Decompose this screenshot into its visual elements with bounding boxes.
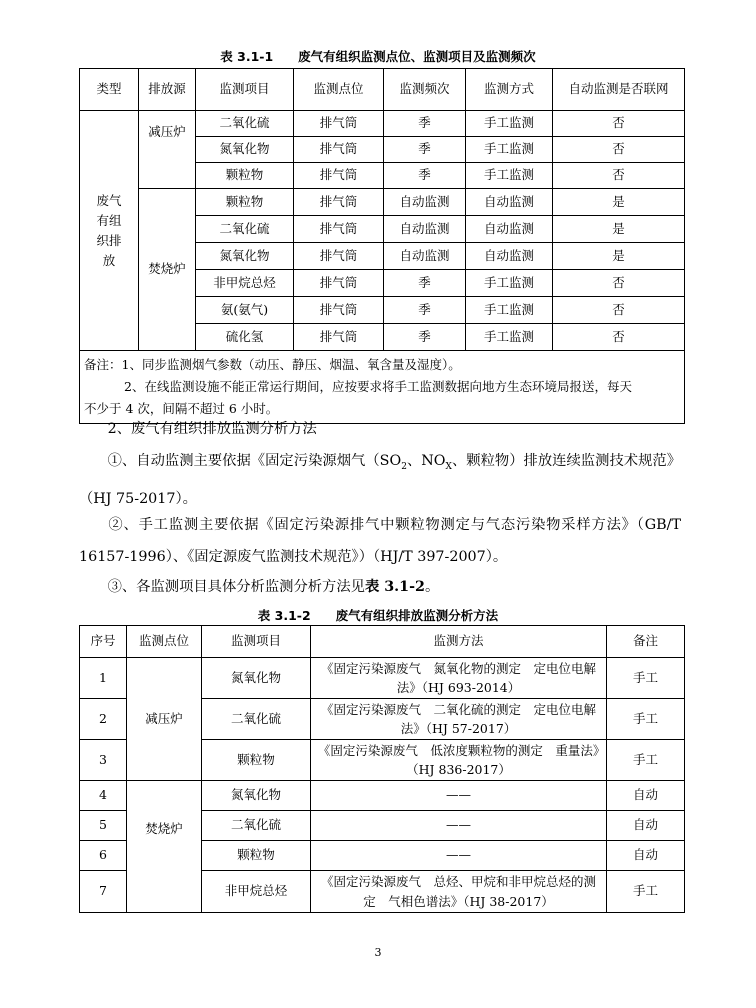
table-row — [80, 658, 685, 699]
table-cell: 是 — [553, 216, 685, 243]
table-cell: 季 — [384, 111, 466, 137]
table-cell: 二氧化硫 — [196, 216, 294, 243]
method-cell: —— — [311, 781, 607, 811]
note-cell: 自动 — [607, 841, 685, 871]
note-cell: 自动 — [607, 781, 685, 811]
table1-header: 排放源 — [139, 69, 196, 111]
table-cell: 手工监测 — [466, 324, 553, 351]
table-cell: 自动监测 — [466, 189, 553, 216]
paragraph-text: 、NO — [406, 453, 446, 469]
table1-header: 监测频次 — [384, 69, 466, 111]
type-cell: 废气有组织排放 — [80, 111, 139, 351]
table-cell: 手工监测 — [466, 137, 553, 163]
table-cell: 季 — [384, 270, 466, 297]
item-cell: 氮氧化物 — [202, 658, 311, 699]
note-cell: 手工 — [607, 658, 685, 699]
subscript: X — [445, 461, 452, 472]
table-cell: 是 — [553, 189, 685, 216]
paragraph-auto-monitoring — [79, 445, 681, 515]
method-cell: —— — [311, 811, 607, 841]
note-cell: 自动 — [607, 811, 685, 841]
table-cell: 排气筒 — [294, 324, 384, 351]
table2-caption: 表 3.1-2 废气有组织排放监测分析方法 — [257, 608, 499, 623]
note-line-1: 备注：1、同步监测烟气参数（动压、静压、烟温、氧含量及湿度）。 — [84, 357, 461, 372]
point-cell: 焚烧炉 — [127, 781, 202, 913]
table-cell: 否 — [553, 270, 685, 297]
method-cell: —— — [311, 841, 607, 871]
table-cell: 排气筒 — [294, 243, 384, 270]
table-cell: 自动监测 — [466, 216, 553, 243]
method-cell: 《固定污染源废气 低浓度颗粒物的测定 重量法》（HJ 836-2017） — [311, 740, 607, 781]
table-cell: 颗粒物 — [196, 163, 294, 189]
table-cell: 季 — [384, 163, 466, 189]
table-cell: 自动监测 — [384, 243, 466, 270]
paragraph-methods-ref — [79, 571, 681, 603]
table-cell: 否 — [553, 297, 685, 324]
table1-header: 监测点位 — [294, 69, 384, 111]
monitoring-points-table — [79, 68, 685, 424]
row-number: 5 — [80, 811, 127, 841]
table1-header: 监测方式 — [466, 69, 553, 111]
point-cell: 减压炉 — [127, 658, 202, 781]
table-cell: 自动监测 — [384, 216, 466, 243]
table-cell: 季 — [384, 297, 466, 324]
note-cell: 手工 — [607, 871, 685, 913]
table-row — [80, 111, 685, 137]
table-cell: 手工监测 — [466, 163, 553, 189]
table-cell: 否 — [553, 324, 685, 351]
table-cell: 排气筒 — [294, 137, 384, 163]
table-cell: 氮氧化物 — [196, 243, 294, 270]
table-cell: 排气筒 — [294, 297, 384, 324]
method-cell: 《固定污染源废气 氮氧化物的测定 定电位电解法》（HJ 693-2014） — [311, 658, 607, 699]
item-cell: 氮氧化物 — [202, 781, 311, 811]
table2-header: 监测点位 — [127, 626, 202, 658]
row-number: 6 — [80, 841, 127, 871]
table2-header: 监测方法 — [311, 626, 607, 658]
table1-header: 类型 — [80, 69, 139, 111]
table-cell: 手工监测 — [466, 297, 553, 324]
table-cell: 手工监测 — [466, 111, 553, 137]
paragraph-text: ②、手工监测主要依据《固定污染源排气中颗粒物测定与气态污染物采样方法》（GB/T 16157-1996）、《固定源废气监测技术规范》）（HJ/T 397-2007）。 — [79, 517, 681, 565]
source-cell: 焚烧炉 — [139, 189, 196, 351]
table-cell: 氮氧化物 — [196, 137, 294, 163]
table-cell: 季 — [384, 137, 466, 163]
table-cell: 季 — [384, 324, 466, 351]
table-row — [80, 189, 685, 216]
table1-caption: 表 3.1-1 废气有组织监测点位、监测项目及监测频次 — [220, 49, 536, 64]
subscript: 2 — [401, 461, 407, 472]
item-cell: 非甲烷总烃 — [202, 871, 311, 913]
item-cell: 二氧化硫 — [202, 699, 311, 740]
note-line-3: 不少于 4 次，间隔不超过 6 小时。 — [84, 400, 279, 416]
table-cell: 排气筒 — [294, 189, 384, 216]
table-cell: 氨(氨气) — [196, 297, 294, 324]
row-number: 7 — [80, 871, 127, 913]
note-cell: 手工 — [607, 699, 685, 740]
row-number: 1 — [80, 658, 127, 699]
note-line-2: 2、在线监测设施不能正常运行期间，应按要求将手工监测数据向地方生态环境局报送，每天 — [124, 378, 632, 394]
paragraph-text: 。 — [424, 579, 440, 595]
table-cell: 自动监测 — [384, 189, 466, 216]
paragraph-manual-monitoring — [79, 509, 681, 573]
method-cell: 《固定污染源废气 总烃、甲烷和非甲烷总烃的测定 气相色谱法》（HJ 38-2017） — [311, 871, 607, 913]
table-cell: 是 — [553, 243, 685, 270]
note-cell: 手工 — [607, 740, 685, 781]
table-cell: 硫化氢 — [196, 324, 294, 351]
section-heading — [79, 413, 681, 445]
source-cell: 减压炉 — [139, 111, 196, 189]
table1-header: 自动监测是否联网 — [553, 69, 685, 111]
table-cell: 颗粒物 — [196, 189, 294, 216]
paragraph-text: 、颗粒物）排放连续监测技术规范》（HJ 75-2017）。 — [79, 453, 682, 507]
table-cell: 手工监测 — [466, 270, 553, 297]
table-cell: 二氧化硫 — [196, 111, 294, 137]
table2-header: 序号 — [80, 626, 127, 658]
method-cell: 《固定污染源废气 二氧化硫的测定 定电位电解法》（HJ 57-2017） — [311, 699, 607, 740]
table-cell: 否 — [553, 163, 685, 189]
section-heading-text: 2、废气有组织排放监测分析方法 — [107, 421, 317, 437]
paragraph-text: ①、自动监测主要依据《固定污染源烟气（SO — [107, 453, 402, 469]
table-cell: 排气筒 — [294, 216, 384, 243]
item-cell: 颗粒物 — [202, 841, 311, 871]
row-number: 4 — [80, 781, 127, 811]
table-row — [80, 781, 685, 811]
table-cell: 否 — [553, 111, 685, 137]
table2-header-row — [80, 626, 685, 658]
table-cell: 否 — [553, 137, 685, 163]
table-cell: 非甲烷总烃 — [196, 270, 294, 297]
table2-header: 监测项目 — [202, 626, 311, 658]
table1-header: 监测项目 — [196, 69, 294, 111]
page-number: 3 — [374, 946, 382, 959]
table-reference: 表 3.1-2 — [364, 579, 425, 595]
paragraph-text: ③、各监测项目具体分析监测分析方法见 — [107, 579, 365, 595]
analysis-methods-table — [79, 625, 685, 913]
row-number: 3 — [80, 740, 127, 781]
item-cell: 颗粒物 — [202, 740, 311, 781]
table-cell: 自动监测 — [466, 243, 553, 270]
table-cell: 排气筒 — [294, 111, 384, 137]
row-number: 2 — [80, 699, 127, 740]
table-cell: 排气筒 — [294, 270, 384, 297]
table-cell: 排气筒 — [294, 163, 384, 189]
item-cell: 二氧化硫 — [202, 811, 311, 841]
table1-header-row — [80, 69, 685, 111]
table2-header: 备注 — [607, 626, 685, 658]
